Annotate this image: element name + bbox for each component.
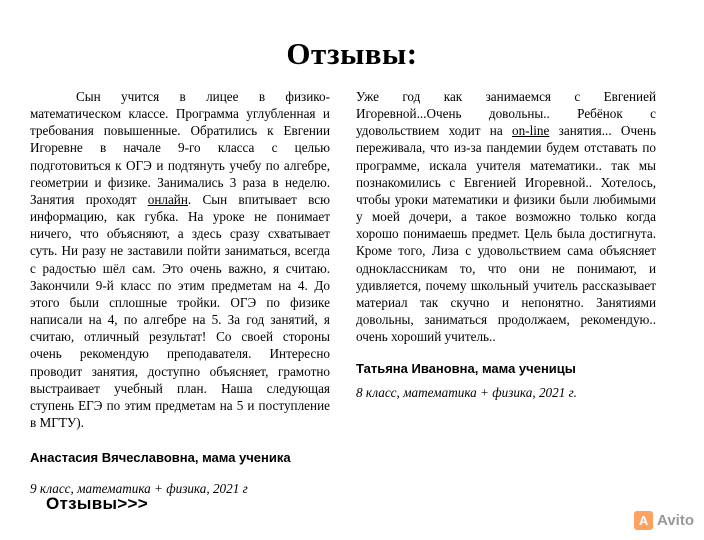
review-2-text-part1: Уже год как занимаемся с Евгенией Игоревной...Очень довольны.. Ребёнок с удовольствием ходит на	[356, 89, 656, 139]
review-2-underlined: on-line	[511, 123, 550, 139]
review-column-left	[30, 88, 330, 497]
review-1-underlined: онлайн	[147, 191, 188, 207]
review-1-signature: Анастасия Вячеславовна, мама ученика	[30, 450, 291, 466]
review-column-right	[356, 88, 656, 401]
review-1-text-part2: . Сын впитывает всю информацию, как губка. На уроке не понимает ничего, что объясняют, а здесь сразу схватывает суть. Ни разу не заставили пойти заниматься, всегда с радостью шёл сам. Это очень важно, я считаю. Закончили 9-й класс по этим предметам на 4. До этого были сплошные тройки. ОГЭ по физике написали на 4, по алгебре на 5. За год занятий, я считаю, отличный результат! Со своей стороны очень рекомендую преподавателя. Интересно проводит занятия, доступно объясняет, грамотно выстраивает учебный план. Наша следующая ступень ЕГЭ по этим предметам на 5 и поступление в МГТУ).	[30, 191, 330, 430]
reviews-columns	[30, 88, 674, 497]
review-2-text-part2: занятия... Очень переживала, что из-за пандемии будем отставать по программе, искала учителя математики.. так мы познакомились с Евгенией Игоревной.. Хотелось, чтобы уроки математики и физики были любимыми у моей дочери, а такое возможно только когда хорошо понимаешь предмет. Цель была достигнута. Кроме того, Лиза с удовольствием сама объясняет одноклассникам то, что они не понимают, и удивляется, почему школьный учитель рассказывает материал так скучно и непонятно. Занятиями довольны, заниматься продолжаем, рекомендую.. очень хороший учитель..	[356, 123, 656, 345]
review-body-1	[30, 88, 330, 431]
reviews-link[interactable]: Отзывы>>>	[46, 494, 148, 513]
review-2-signature: Татьяна Ивановна, мама ученицы	[356, 361, 576, 377]
review-2-details: 8 класс, математика + физика, 2021 г.	[356, 384, 577, 400]
review-1-details: 9 класс, математика + физика, 2021 г	[30, 481, 248, 497]
page-title: Отзывы:	[286, 36, 418, 71]
avito-logo-icon: A	[634, 511, 653, 530]
review-1-text-part1: Сын учится в лицее в физико-математическом классе. Программа углубленная и требования повышенные. Обратились к Евгении Игоревне в начале 9-го класса с целью подготовиться к ОГЭ и подтянуть учебу по алгебре, геометрии и физике. Занимались 3 раза в неделю. Занятия проходят	[30, 89, 330, 207]
review-body-2	[356, 88, 656, 345]
avito-watermark	[634, 511, 694, 530]
avito-watermark-text: Avito	[657, 512, 694, 529]
